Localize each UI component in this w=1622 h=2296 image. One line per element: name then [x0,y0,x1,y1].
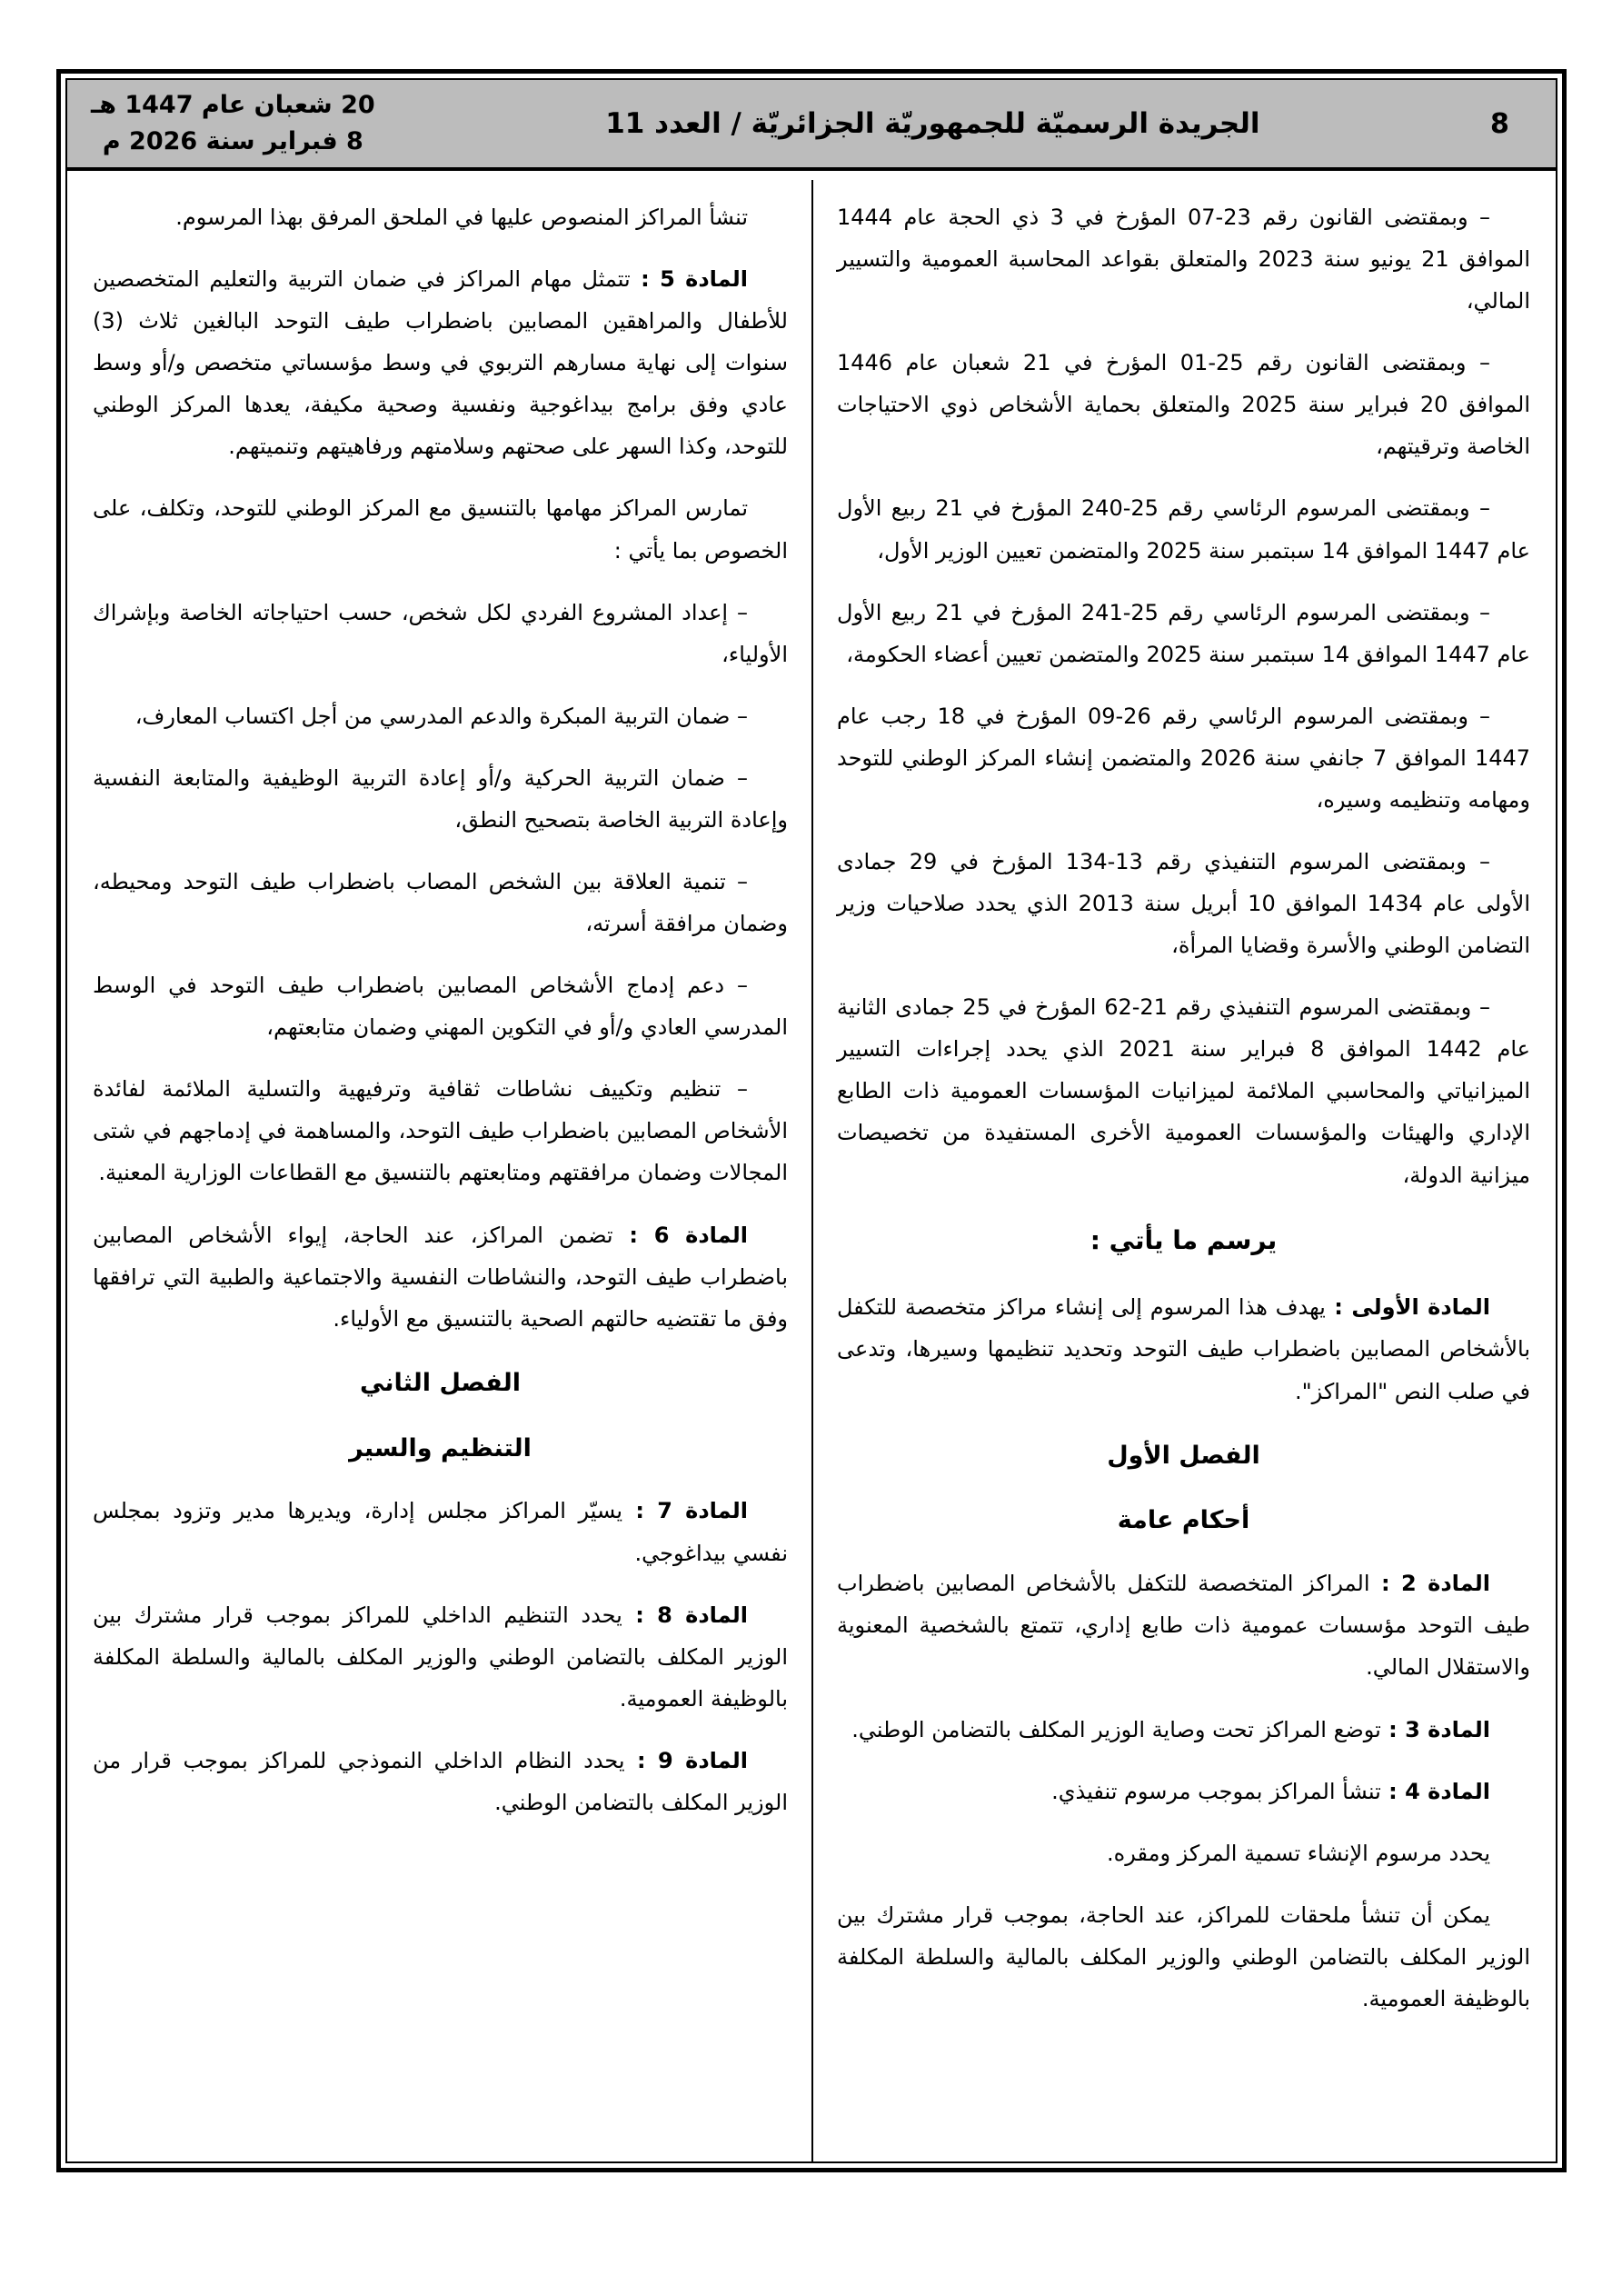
list-item-paragraph [93,861,788,944]
paragraph-text: – وبمقتضى المرسوم التنفيذي رقم 13-134 المؤرخ في 29 جمادى الأولى عام 1434 الموافق 10 أبريل سنة 2013 الذي يحدد صلاحيات وزير التضامن الوطني والأسرة وقضايا المرأة، [837,849,1531,959]
article-paragraph [837,1286,1530,1412]
header-bar [67,80,1556,171]
article-paragraph [93,1594,788,1720]
paragraph-text: يهدف هذا المرسوم إلى إنشاء مراكز متخصصة للتكفل بالأشخاص المصابين باضطراب طيف التوحد وتحديد تنظيمها وسيرها، وتدعى في صلب النص "المراكز". [837,1294,1530,1404]
page-number: 8 [1490,107,1509,140]
gazette-page-frame [56,69,1567,2172]
article-label: المادة 8 : [622,1602,748,1628]
visa-paragraph [837,695,1530,821]
paragraph-text: – وبمقتضى القانون رقم 25-01 المؤرخ في 21 شعبان عام 1446 الموافق 20 فبراير سنة 2025 والمتعلق بحماية الأشخاص ذوي الاحتياجات الخاصة وترقيتهم، [837,350,1531,460]
paragraph-text: – إعداد المشروع الفردي لكل شخص، حسب احتياجاته الخاصة وبإشراك الأولياء، [93,599,788,667]
gazette-page-inner-frame [65,78,1557,2163]
hijri-date: 20 شعبان عام 1447 هـ [91,90,375,119]
body-paragraph [837,1832,1530,1874]
body-paragraph [837,1894,1530,2020]
paragraph-text: – دعم إدماج الأشخاص المصابين باضطراب طيف التوحد في الوسط المدرسي العادي و/أو في التكوين المهني وضمان متابعتهم، [93,973,788,1041]
visa-paragraph [837,342,1530,467]
article-paragraph [93,1740,788,1823]
paragraph-text: – تنمية العلاقة بين الشخص المصاب باضطراب طيف التوحد ومحيطه، وضمان مرافقة أسرته، [93,869,788,937]
paragraph-text: يحدد النظام الداخلي النموذجي للمراكز بموجب قرار من الوزير المكلف بالتضامن الوطني. [93,1747,788,1815]
paragraph-text: المراكز المتخصصة للتكفل بالأشخاص المصابين باضطراب طيف التوحد مؤسسات عمومية ذات طابع إداري، تتمتع بالشخصية المعنوية والاستقلال المالي. [837,1571,1530,1681]
article-label: المادة 4 : [1380,1778,1490,1804]
visa-paragraph [837,592,1530,675]
enactment-formula: يرسم ما يأتي : [1090,1224,1278,1255]
paragraph-text: تنشأ المراكز المنصوص عليها في الملحق المرفق بهذا المرسوم. [175,205,748,230]
paragraph-text: تمارس المراكز مهامها بالتنسيق مع المركز الوطني للتوحد، وتكلف، على الخصوص بما يأتي : [93,495,788,564]
paragraph-text: – وبمقتضى المرسوم الرئاسي رقم 26-09 المؤرخ في 18 رجب عام 1447 الموافق 7 جانفي سنة 2026 والمتضمن إنشاء المركز الوطني للتوحد ومهامه وتنظيمه وسيره، [837,703,1531,813]
chapter-heading: الفصل الأول [1107,1441,1260,1470]
content-columns [67,171,1556,2161]
article-label: المادة الأولى : [1325,1294,1491,1321]
visa-paragraph [837,986,1530,1195]
article-paragraph [837,1562,1530,1688]
paragraph-text: – ضمان التربية الحركية و/أو إعادة التربية الوظيفية والمتابعة النفسية وإعادة التربية الخاصة بتصحيح النطق، [93,764,788,833]
visa-paragraph [837,487,1530,571]
journal-title: الجريدة الرسميّة للجمهوريّة الجزائريّة / العدد 11 [605,107,1260,140]
list-item-paragraph [93,1068,788,1193]
paragraph-text: يمكن أن تنشأ ملحقات للمراكز، عند الحاجة، بموجب قرار مشترك بين الوزير المكلف بالتضامن الوطني والوزير المكلف بالمالية والسلطة المكلفة بالوظيفة العمومية. [837,1902,1530,2011]
paragraph-text: – ضمان التربية المبكرة والدعم المدرسي من أجل اكتساب المعارف، [134,703,748,729]
column-right [811,180,1541,2161]
article-paragraph [93,258,788,467]
paragraph-text: تنشأ المراكز بموجب مرسوم تنفيذي. [1051,1778,1381,1804]
article-paragraph [837,1709,1530,1751]
body-paragraph [93,196,788,238]
paragraph-text: – وبمقتضى القانون رقم 23-07 المؤرخ في 3 ذي الحجة عام 1444 الموافق 21 يونيو سنة 2023 والمتعلق بقواعد المحاسبة العمومية والتسيير المالي، [837,205,1530,314]
visa-paragraph [837,841,1530,966]
column-left [82,180,811,2161]
paragraph-text: يحدد التنظيم الداخلي للمراكز بموجب قرار مشترك بين الوزير المكلف بالتضامن الوطني والوزير المكلف بالمالية والسلطة المكلفة بالوظيفة العمومية. [93,1602,788,1712]
chapter-subheading: التنظيم والسير [349,1433,532,1462]
article-label: المادة 7 : [622,1498,749,1524]
article-paragraph [837,1771,1530,1812]
list-item-paragraph [93,964,788,1048]
chapter-heading: الفصل الثاني [360,1368,521,1397]
list-item-paragraph [93,592,788,675]
paragraph-text: – وبمقتضى المرسوم الرئاسي رقم 25-241 المؤرخ في 21 ربيع الأول عام 1447 الموافق 14 سبتمبر سنة 2025 والمتضمن تعيين أعضاء الحكومة، [837,599,1530,667]
body-paragraph [93,487,788,571]
list-item-paragraph [93,757,788,841]
chapter-subheading: أحكام عامة [1117,1506,1250,1535]
article-label: المادة 3 : [1380,1716,1490,1742]
paragraph-text: توضع المراكز تحت وصاية الوزير المكلف بالتضامن الوطني. [851,1716,1381,1742]
gregorian-date: 8 فبراير سنة 2026 م [102,127,363,155]
article-paragraph [93,1214,788,1340]
article-paragraph [93,1490,788,1573]
visa-paragraph [837,196,1530,322]
header-dates [91,87,375,161]
list-item-paragraph [93,695,788,737]
paragraph-text: – وبمقتضى المرسوم التنفيذي رقم 21-62 المؤرخ في 25 جمادى الثانية عام 1442 الموافق 8 فبراير سنة 2021 الذي يحدد إجراءات التسيير الميزانياتي والمحاسبي الملائمة لميزانيات المؤسسات العمومية ذات الطابع الإداري والهيئات والمؤسسات العمومية الأخرى المستفيدة من تخصيصات ميزانية الدولة، [837,994,1531,1188]
paragraph-text: يحدد مرسوم الإنشاء تسمية المركز ومقره. [1107,1840,1490,1866]
paragraph-text: تضمن المراكز، عند الحاجة، إيواء الأشخاص المصابين باضطراب طيف التوحد، والنشاطات النفسية والاجتماعية والطبية التي ترافقها وفق ما تقتضيه حالتهم الصحية بالتنسيق مع الأولياء. [93,1222,788,1332]
paragraph-text: – تنظيم وتكييف نشاطات ثقافية وترفيهية والتسلية الملائمة لفائدة الأشخاص المصابين باضطراب طيف التوحد، والمساهمة في إدماجهم في شتى المجالات وضمان مرافقتهم ومتابعتهم بالتنسيق مع القطاعات الوزارية المعنية. [93,1076,788,1186]
article-label: المادة 9 : [624,1747,748,1773]
article-label: المادة 5 : [630,266,749,293]
paragraph-text: تتمثل مهام المراكز في ضمان التربية والتعليم المتخصصين للأطفال والمراهقين المصابين باضطراب طيف التوحد البالغين ثلاث (3) سنوات إلى نهاية مسارهم التربوي في وسط مؤسساتي متخصص و/أو وسط عادي وفق برامج بيداغوجية ونفسية وصحية مكيفة، يعدها المركز الوطني للتوحد، وكذا السهر على صحتهم وسلامتهم ورفاهيتهم وتنميتهم. [93,266,788,460]
paragraph-text: – وبمقتضى المرسوم الرئاسي رقم 25-240 المؤرخ في 21 ربيع الأول عام 1447 الموافق 14 سبتمبر سنة 2025 والمتضمن تعيين الوزير الأول، [837,495,1530,564]
paragraph-text: يسيّر المراكز مجلس إدارة، ويديرها مدير وتزود بمجلس نفسي بيداغوجي. [93,1498,788,1566]
article-label: المادة 2 : [1369,1571,1491,1597]
article-label: المادة 6 : [612,1222,748,1248]
